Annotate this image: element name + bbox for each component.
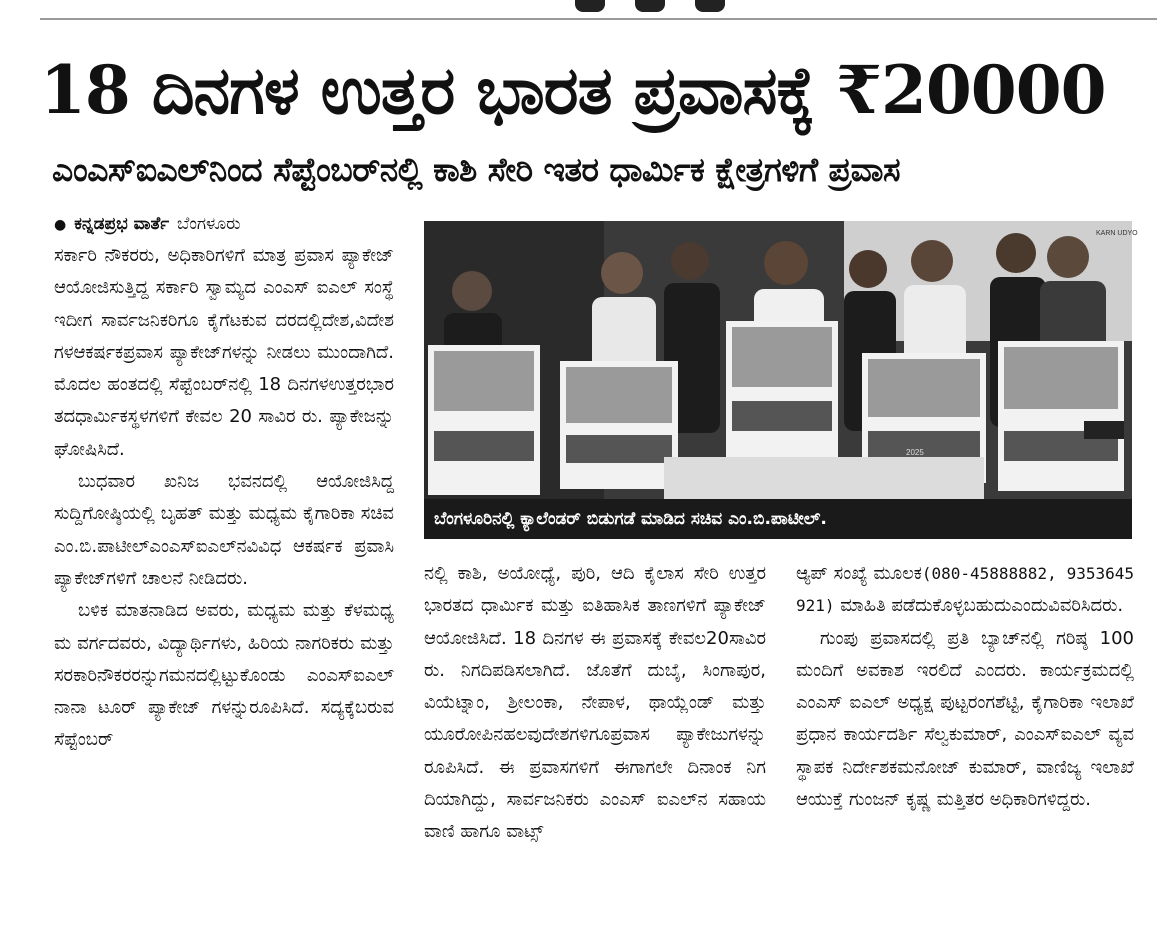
photo-signage: KARN UDYO — [1096, 230, 1138, 237]
subheadline: ಎಂಎಸ್‌ಐಎಲ್‌ನಿಂದ ಸೆಪ್ಟೆಂಬರ್‌ನಲ್ಲಿ ಕಾಶಿ ಸೇರಿ ಇತರ ಧಾರ್ಮಿಕ ಕ್ಷೇತ್ರಗಳಿಗೆ ಪ್ರವಾಸ — [52, 150, 900, 189]
byline-bullet: ● — [54, 217, 67, 233]
article-column-3 — [796, 558, 1134, 938]
text-run: ಆ್ಯಪ್ ಸಂಖ್ಯೆ ಮೂಲಕ — [796, 563, 922, 584]
paragraph: ನಲ್ಲಿ ಕಾಶಿ, ಅಯೋಧ್ಯೆ, ಪುರಿ, ಆದಿ ಕೈಲಾಸ ಸೇರಿ ಉತ್ತರ ಭಾರತದ ಧಾರ್ಮಿಕ ಮತ್ತು ಐತಿಹಾಸಿಕ ತಾಣಗಳಿಗೆ ಪ್ಯಾಕೇಜ್ ಆಯೋಜಿಸಿದೆ. 18 ದಿನಗಳ ಈ ಪ್ರವಾಸಕ್ಕೆ ಕೇವಲ20ಸಾವಿರರು. ನಿಗದಿಪಡಿಸಲಾಗಿದೆ. ಜೊತೆಗೆ ದುಬೈ, ಸಿಂಗಾಪುರ, ವಿಯೆಟ್ನಾಂ, ಶ್ರೀಲಂಕಾ, ನೇಪಾಳ, ಥಾಯ್ಲೆಂಡ್ ಮತ್ತು ಯೂರೋಪಿನಹಲವುದೇಶಗಳಿಗೂಪ್ರವಾಸ ಪ್ಯಾಕೇಜುಗಳನ್ನು ರೂಪಿಸಿದೆ. ಈ ಪ್ರವಾಸಗಳಿಗೆ ಈಗಾಗಲೇ ದಿನಾಂಕ ನಿಗದಿಯಾಗಿದ್ದು, ಸಾರ್ವಜನಿಕರು ಎಂಎಸ್ ಐಎಲ್‌ನ ಸಹಾಯವಾಣಿ ಹಾಗೂ ವಾಟ್ಸ್ — [424, 563, 766, 843]
byline — [54, 210, 241, 239]
calendar-year: 2025 — [906, 448, 924, 457]
photo-caption: ಬೆಂಗಳೂರಿನಲ್ಲಿ ಕ್ಯಾಲೆಂಡರ್ ಬಿಡುಗಡೆ ಮಾಡಿದ ಸಚಿವ ಎಂ.ಬಿ.ಪಾಟೀಲ್. — [424, 499, 1132, 539]
phone-numbers: (080-45888882, 9353645921) — [796, 564, 1134, 616]
paragraph — [796, 558, 1134, 623]
headline: 18 ದಿನಗಳ ಉತ್ತರ ಭಾರತ ಪ್ರವಾಸಕ್ಕೆ ₹20000 — [40, 51, 1106, 129]
news-photo — [424, 221, 1138, 539]
article-column-1 — [54, 240, 394, 940]
paragraph: ಬುಧವಾರ ಖನಿಜ ಭವನದಲ್ಲಿ ಆಯೋಜಿಸಿದ್ದ ಸುದ್ದಿಗೋಷ್ಠಿಯಲ್ಲಿ ಬೃಹತ್ ಮತ್ತು ಮಧ್ಯಮ ಕೈಗಾರಿಕಾ ಸಚಿವ ಎಂ.ಬಿ.ಪಾಟೀಲ್‌ಎಂಎಸ್‌ಐಎಲ್‌ನವಿವಿಧ ಆಕರ್ಷಕ ಪ್ರವಾಸಿ ಪ್ಯಾಕೇಜ್‌ಗಳಿಗೆ ಚಾಲನೆ ನೀಡಿದರು. — [54, 471, 394, 589]
article-column-2 — [424, 558, 766, 938]
paragraph: ಗುಂಪು ಪ್ರವಾಸದಲ್ಲಿ ಪ್ರತಿ ಬ್ಯಾಚ್‌ನಲ್ಲಿ ಗರಿಷ್ಠ 100 ಮಂದಿಗೆ ಅವಕಾಶ ಇರಲಿದೆ ಎಂದರು. ಕಾರ್ಯಕ್ರಮದಲ್ಲಿ ಎಂಎಸ್ ಐಎಲ್ ಅಧ್ಯಕ್ಷ ಪುಟ್ಟರಂಗಶೆಟ್ಟಿ, ಕೈಗಾರಿಕಾ ಇಲಾಖೆ ಪ್ರಧಾನ ಕಾರ್ಯದರ್ಶಿ ಸೆಲ್ವಕುಮಾರ್, ಎಂಎಸ್‌ಐಎಲ್‌ ವ್ಯವಸ್ಥಾಪಕ ನಿರ್ದೇಶಕಮನೋಜ್ ಕುಮಾರ್, ವಾಣಿಜ್ಯ ಇಲಾಖೆ ಆಯುಕ್ತೆ ಗುಂಜನ್ ಕೃಷ್ಣ ಮತ್ತಿತರ ಅಧಿಕಾರಿಗಳಿದ್ದರು. — [796, 627, 1134, 811]
paragraph: ಬಳಿಕ ಮಾತನಾಡಿದ ಅವರು, ಮಧ್ಯಮ ಮತ್ತು ಕೆಳಮಧ್ಯಮ ವರ್ಗದವರು, ವಿದ್ಯಾರ್ಥಿಗಳು, ಹಿರಿಯ ನಾಗರಿಕರು ಮತ್ತು ಸರಕಾರಿನೌಕರರನ್ನುಗಮನದಲ್ಲಿಟ್ಟುಕೊಂಡು ಎಂಎಸ್‌ಐಎಲ್ ನಾನಾ ಟೂರ್ ಪ್ಯಾಕೇಜ್ ಗಳನ್ನುರೂಪಿಸಿದೆ. ಸದ್ಯಕ್ಕೆಬರುವಸೆಪ್ಟೆಂಬರ್ — [54, 600, 394, 751]
paragraph: ಸರ್ಕಾರಿ ನೌಕರರು, ಅಧಿಕಾರಿಗಳಿಗೆ ಮಾತ್ರ ಪ್ರವಾಸ ಪ್ಯಾಕೇಜ್ ಆಯೋಜಿಸುತ್ತಿದ್ದ ಸರ್ಕಾರಿ ಸ್ವಾಮ್ಯದ ಎಂಎಸ್ ಐಎಲ್ ಸಂಸ್ಥೆ ಇದೀಗ ಸಾರ್ವಜನಿಕರಿಗೂ ಕೈಗೆಟಕುವ ದರದಲ್ಲಿದೇಶ,ವಿದೇಶಗಳಆಕರ್ಷಕಪ್ರವಾಸ ಪ್ಯಾಕೇಜ್‌ಗಳನ್ನು ನೀಡಲು ಮುಂದಾಗಿದೆ. ಮೊದಲ ಹಂತದಲ್ಲಿ ಸೆಪ್ಟೆಂಬರ್‌ನಲ್ಲಿ 18 ದಿನಗಳಉತ್ತರಭಾರತದಧಾರ್ಮಿಕಸ್ಥಳಗಳಿಗೆ ಕೇವಲ 20 ಸಾವಿರ ರು. ಪ್ಯಾಕೇಜನ್ನು ಘೋಷಿಸಿದೆ. — [54, 245, 394, 460]
cut-off-previous-headline — [575, 0, 755, 10]
text-run: ಮಾಹಿತಿ ಪಡೆದುಕೊಳ್ಳಬಹುದುಎಂದುವಿವರಿಸಿದರು. — [834, 595, 1124, 617]
byline-place: ಬೆಂಗಳೂರು — [177, 214, 241, 234]
byline-agency: ಕನ್ನಡಪ್ರಭ ವಾರ್ತೆ — [74, 214, 170, 234]
top-rule — [40, 18, 1157, 20]
photo-illustration — [424, 221, 1138, 499]
